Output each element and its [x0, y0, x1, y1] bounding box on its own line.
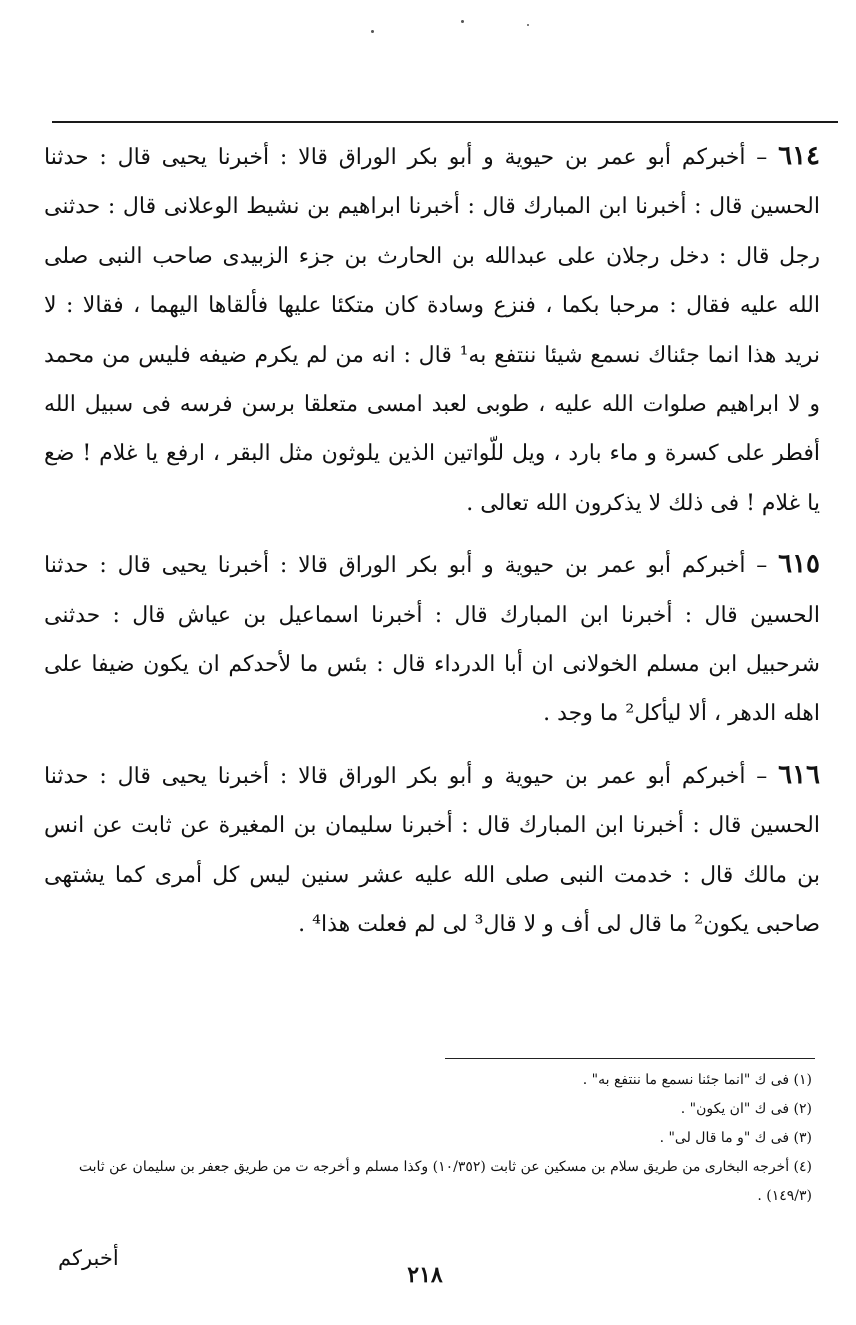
hadith-number: ٦١٥	[778, 549, 821, 580]
footnote: (٤) أخرجه البخارى من طريق سلام بن مسكين عن ثابت (١٠/٣٥٢) وكذا مسلم و أخرجه ت من طريق جعفر بن سليمان عن ثابت (١٤٩/٣) .	[78, 1159, 812, 1204]
hadith-body: – أخبركم أبو عمر بن حيوية و أبو بكر الوراق قالا : أخبرنا يحيى قال : حدثنا الحسين قال : أخبرنا ابن المبارك قال : أخبرنا ابراهيم بن نشيط الوعلانى قال : حدثنى رجل قال : دخل رجلان على عبدالله بن الحارث بن جزء الزبيدى صاحب النبى صلى الله عليه فقال : مرحبا بكما ، فنزع وسادة كان متكئا عليها فألقاها اليهما ، فقالا : لا نريد هذا انما جئناك نسمع شيئا ننتفع به¹ قال : انه من لم يكرم ضيفه فليس من محمد و لا ابراهيم صلوات الله عليه ، طوبى لعبد امسى متعلقا برسن فرسه فى سبيل الله أفطر على كسرة و ماء بارد ، ويل للّواتين الذين يلوثون مثل البقر ، ارفع يا غلام ! ضع يا غلام ! فى ذلك لا يذكرون الله تعالى .	[44, 145, 820, 516]
catchword: أخبركم	[58, 1246, 119, 1270]
hadith-number: ٦١٤	[778, 141, 821, 171]
page-number: ٢١٨	[407, 1262, 443, 1288]
print-specks	[0, 14, 856, 44]
speck	[461, 20, 464, 23]
header-rule	[52, 121, 838, 123]
footnotes	[40, 1066, 812, 1211]
footnote: (١) فى ك "انما جئنا نسمع ما ننتفع به" .	[582, 1072, 812, 1088]
hadith-entry-614	[44, 132, 820, 528]
footnote: (٣) فى ك "و ما قال لى" .	[659, 1130, 812, 1146]
footnote: (٢) فى ك "ان يكون" .	[680, 1101, 812, 1117]
hadith-entry-615	[44, 540, 820, 739]
hadith-text	[44, 132, 820, 950]
hadith-body: – أخبركم أبو عمر بن حيوية و أبو بكر الوراق قالا : أخبرنا يحيى قال : حدثنا الحسين قال : أخبرنا ابن المبارك قال : أخبرنا اسماعيل بن عياش قال : حدثنى شرحبيل ابن مسلم الخولانى ان أبا الدرداء قال : بئس ما لأحدكم ان يكون ضيفا على اهله الدهر ، ألا ليأكل² ما وجد .	[44, 553, 820, 727]
hadith-entry-616	[44, 751, 820, 950]
speck	[527, 24, 529, 26]
hadith-body: – أخبركم أبو عمر بن حيوية و أبو بكر الوراق قالا : أخبرنا يحيى قال : حدثنا الحسين قال : أخبرنا ابن المبارك قال : أخبرنا سليمان بن المغيرة عن ثابت عن انس بن مالك قال : خدمت النبى صلى الله عليه عشر سنين ليس كل أمرى كما يشتهى صاحبى يكون² ما قال لى أف و لا قال³ لى لم فعلت هذا⁴ .	[44, 763, 820, 938]
speck	[371, 30, 374, 33]
footnote-rule	[445, 1058, 815, 1059]
hadith-number: ٦١٦	[778, 759, 821, 790]
